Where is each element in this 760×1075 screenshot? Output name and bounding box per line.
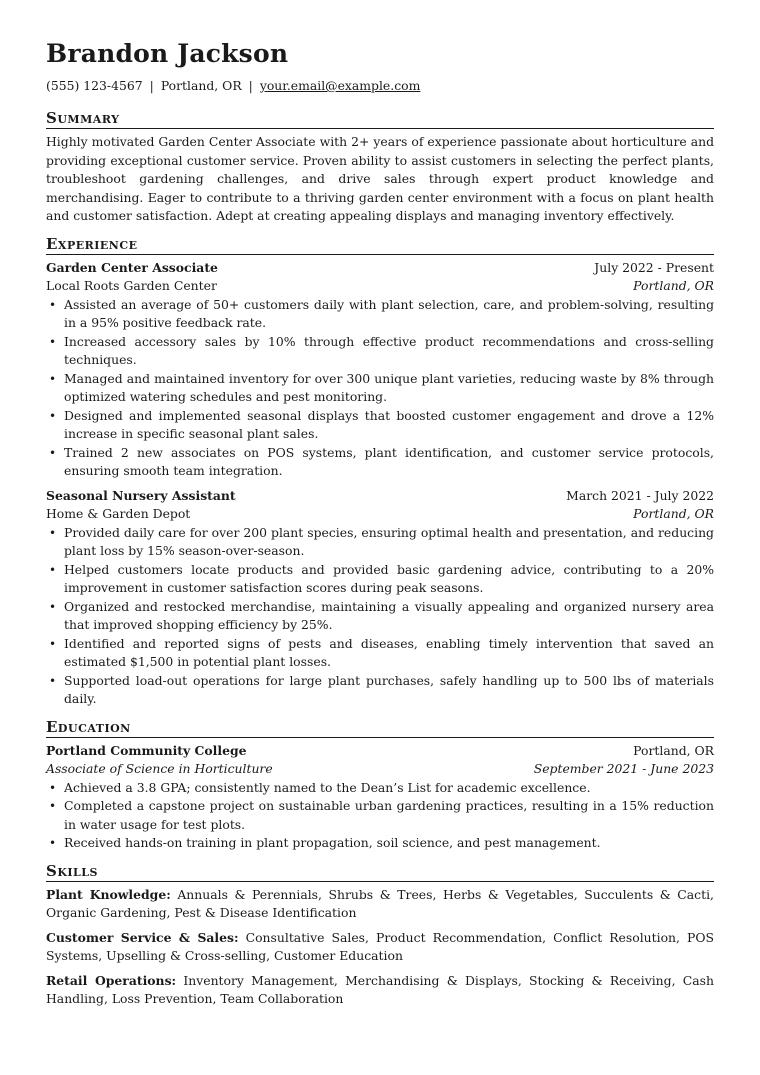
degree: Associate of Science in Horticulture [46,761,273,776]
contact-line [46,77,714,94]
bullet-item: • Assisted an average of 50+ customers daily with plant selection, care, and problem-solving, resulting in a 95% positive feedback rate. [46,296,714,333]
separator: | [248,78,253,93]
skill-category: Plant Knowledge: [46,886,171,902]
separator: | [149,78,154,93]
skills-heading: Skills [46,862,714,882]
job-entry [46,259,714,481]
education-dates: September 2021 - June 2023 [533,761,714,776]
resume-page [46,38,714,1009]
bullet-item: • Achieved a 3.8 GPA; consistently named to the Dean’s List for academic excellence. [46,779,714,798]
skill-list: Consultative Sales, Product Recommendation, Conflict Resolution, POS Systems, Upselling & Cross-selling, Customer Education [46,929,714,963]
bullet-item: • Trained 2 new associates on POS systems, plant identification, and customer service protocols, ensuring smooth team integration. [46,444,714,481]
bullet-item: • Provided daily care for over 200 plant species, ensuring optimal health and presentation, and reducing plant loss by 15% season-over-season. [46,524,714,561]
job-dates: March 2021 - July 2022 [566,487,714,503]
skill-group [46,929,714,966]
job-dates: July 2022 - Present [594,259,714,275]
bullet-item: • Managed and maintained inventory for over 300 unique plant varieties, reducing waste by 8% through optimized watering schedules and pest monitoring. [46,370,714,407]
skill-category: Customer Service & Sales: [46,929,239,945]
job-bullets [46,296,714,481]
job-bullets [46,524,714,709]
job-title: Garden Center Associate [46,259,218,275]
phone-number: (555) 123-4567 [46,78,143,93]
education-entry [46,742,714,853]
skill-group [46,972,714,1009]
job-title: Seasonal Nursery Assistant [46,487,236,503]
education-bullets [46,779,714,853]
company-name: Home & Garden Depot [46,506,191,521]
email-link[interactable]: your.email@example.com [259,78,421,93]
summary-text: Highly motivated Garden Center Associate with 2+ years of experience passionate about horticulture and providing exceptional customer service. Proven ability to assist customers in selecting the perfect plants, troubleshoot gardening challenges, and drive sales through expert product knowledge and merchandising. Eager to contribute to a thriving garden center environment with a focus on plant health and customer satisfaction. Adept at creating appealing displays and managing inventory effectively. [46,134,714,223]
company-name: Local Roots Garden Center [46,278,217,293]
school-location: Portland, OR [633,742,714,758]
bullet-item: • Organized and restocked merchandise, maintaining a visually appealing and organized nursery area that improved shopping efficiency by 25%. [46,598,714,635]
bullet-item: • Completed a capstone project on sustainable urban gardening practices, resulting in a 15% reduction in water usage for test plots. [46,797,714,834]
education-heading: Education [46,718,714,738]
bullet-item: • Supported load-out operations for large plant purchases, safely handling up to 500 lbs of materials daily. [46,672,714,709]
job-location: Portland, OR [633,278,714,293]
skill-group [46,886,714,923]
school-name: Portland Community College [46,742,247,758]
bullet-item: • Designed and implemented seasonal displays that boosted customer engagement and drove a 12% increase in specific seasonal plant sales. [46,407,714,444]
location: Portland, OR [160,78,242,93]
bullet-item: • Helped customers locate products and provided basic gardening advice, contributing to a 20% improvement in customer satisfaction scores during peak seasons. [46,561,714,598]
skill-list: Annuals & Perennials, Shrubs & Trees, Herbs & Vegetables, Succulents & Cacti, Organic Gardening, Pest & Disease Identification [46,886,714,920]
bullet-item: • Identified and reported signs of pests and diseases, enabling timely intervention that saved an estimated $1,500 in potential plant losses. [46,635,714,672]
experience-heading: Experience [46,235,714,255]
summary-heading: Summary [46,109,714,129]
candidate-name: Brandon Jackson [46,39,289,68]
bullet-item: • Increased accessory sales by 10% through effective product recommendations and cross-selling techniques. [46,333,714,370]
skill-category: Retail Operations: [46,972,177,988]
bullet-item: • Received hands-on training in plant propagation, soil science, and pest management. [46,834,714,853]
job-location: Portland, OR [633,506,714,521]
job-entry [46,487,714,709]
skill-list: Inventory Management, Merchandising & Displays, Stocking & Receiving, Cash Handling, Loss Prevention, Team Collaboration [46,972,714,1006]
